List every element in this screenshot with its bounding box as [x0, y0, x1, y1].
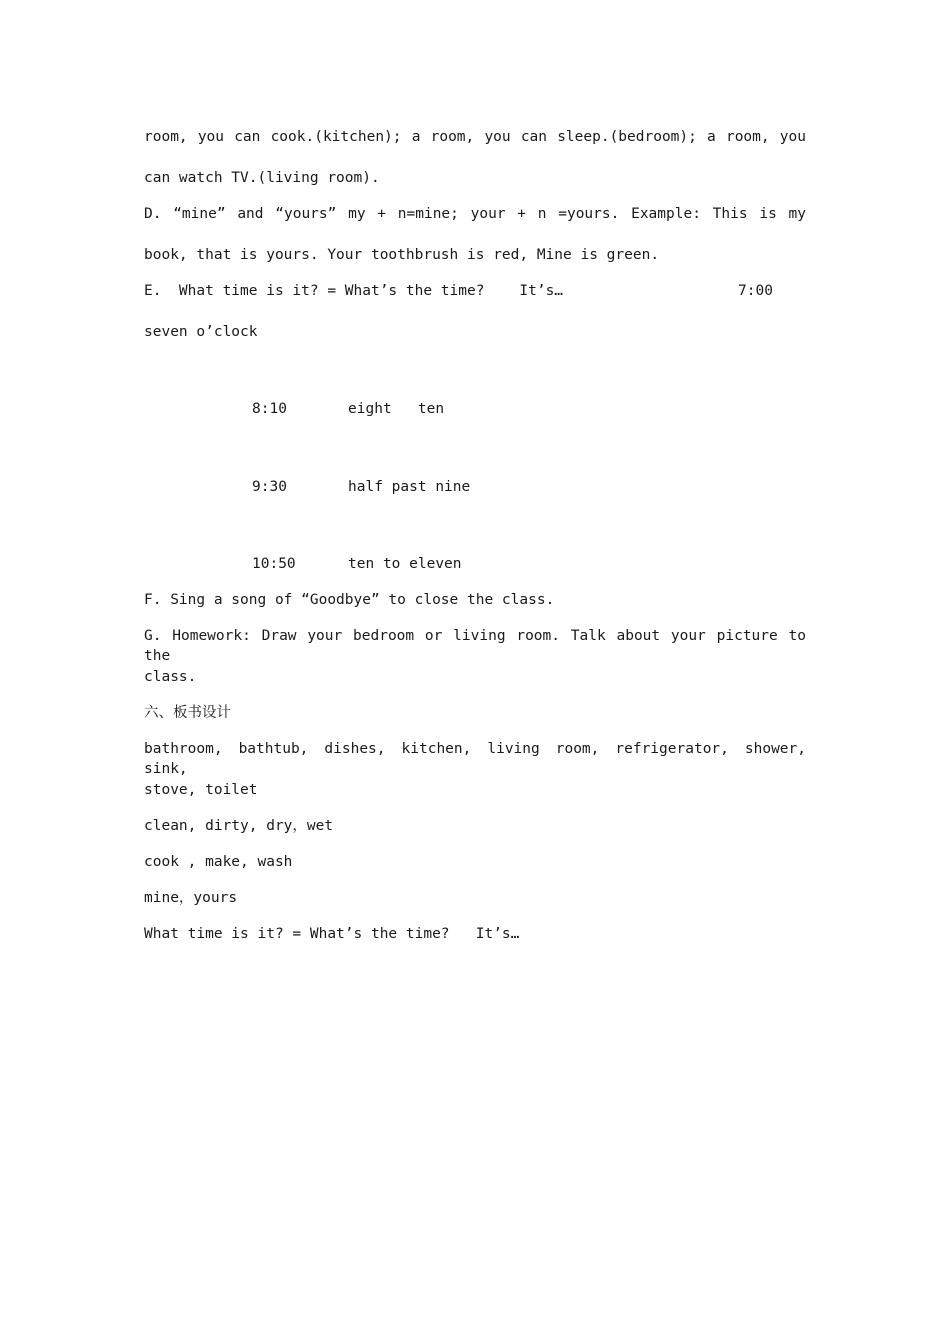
- text-line: mine，yours: [144, 890, 238, 906]
- time-example: 9:30 half past nine: [252, 479, 471, 495]
- text-line: can watch TV.(living room).: [144, 170, 380, 186]
- text-line: G. Homework: Draw your bedroom or living room. Talk about your picture to the: [144, 628, 806, 664]
- text-line: What time is it? = What’s the time? It’s…: [144, 926, 520, 942]
- time-example: 7:00: [738, 283, 773, 299]
- text-line: F. Sing a song of “Goodbye” to close the class.: [144, 592, 555, 608]
- text-line: clean, dirty, dry，wet: [144, 818, 334, 834]
- text-line: book, that is yours. Your toothbrush is red, Mine is green.: [144, 247, 660, 263]
- section-heading: 六、板书设计: [144, 705, 231, 721]
- text-line: D. “mine” and “yours” my + n=mine; your + n =yours. Example: This is my: [144, 206, 806, 222]
- text-line: room, you can cook.(kitchen); a room, you can sleep.(bedroom); a room, you: [144, 129, 806, 145]
- text-line: seven o’clock: [144, 324, 258, 340]
- time-example: 10:50 ten to eleven: [252, 556, 462, 572]
- time-example: 8:10 eight ten: [252, 401, 445, 417]
- text-line: cook , make, wash: [144, 854, 293, 870]
- text-line: E. What time is it? = What’s the time? It’s…: [144, 283, 564, 299]
- text-line: class.: [144, 669, 197, 685]
- text-line: bathroom, bathtub, dishes, kitchen, living room, refrigerator, shower, sink,: [144, 741, 806, 777]
- text-line: stove, toilet: [144, 782, 258, 798]
